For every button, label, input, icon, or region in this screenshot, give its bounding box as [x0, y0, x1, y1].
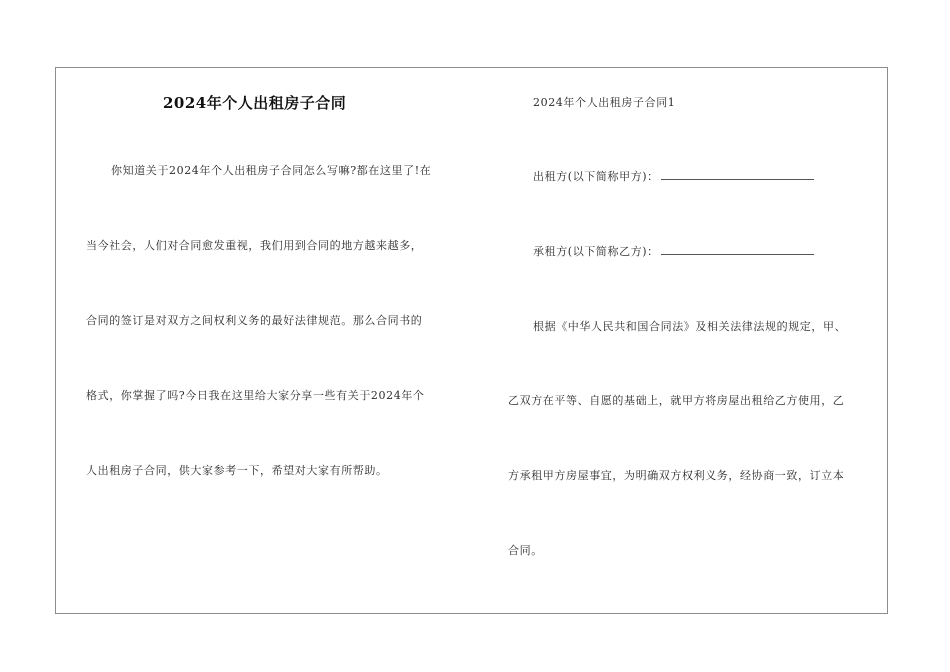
intro-line-5: 人出租房子合同，供大家参考一下，希望对大家有所帮助。 — [86, 464, 388, 477]
lessor-label: 出租方(以下简称甲方)： — [533, 170, 659, 183]
document-frame — [55, 67, 888, 614]
lessee-label: 承租方(以下简称乙方)： — [533, 245, 659, 258]
intro-line-3: 合同的签订是对双方之间权利义务的最好法律规范。那么合同书的 — [86, 314, 423, 327]
lessor-blank-line — [661, 169, 814, 180]
body-line-3: 方承租甲方房屋事宜，为明确双方权利义务，经协商一致，订立本 — [508, 469, 845, 482]
lessee-field — [533, 243, 814, 259]
lessor-field — [533, 168, 814, 184]
body-line-2: 乙双方在平等、自愿的基础上，就甲方将房屋出租给乙方使用，乙 — [508, 394, 845, 407]
intro-line-2: 当今社会，人们对合同愈发重视，我们用到合同的地方越来越多， — [86, 239, 423, 252]
intro-line-1: 你知道关于2024年个人出租房子合同怎么写嘛?都在这里了!在 — [111, 164, 432, 177]
body-line-4: 合同。 — [508, 544, 543, 557]
document-title: 2024年个人出租房子合同 — [163, 94, 347, 112]
contract-heading: 2024年个人出租房子合同1 — [533, 96, 676, 109]
body-line-1: 根据《中华人民共和国合同法》及相关法律法规的规定，甲、 — [533, 320, 847, 333]
intro-line-4: 格式，你掌握了吗?今日我在这里给大家分享一些有关于2024年个 — [86, 389, 425, 402]
lessee-blank-line — [661, 244, 814, 255]
